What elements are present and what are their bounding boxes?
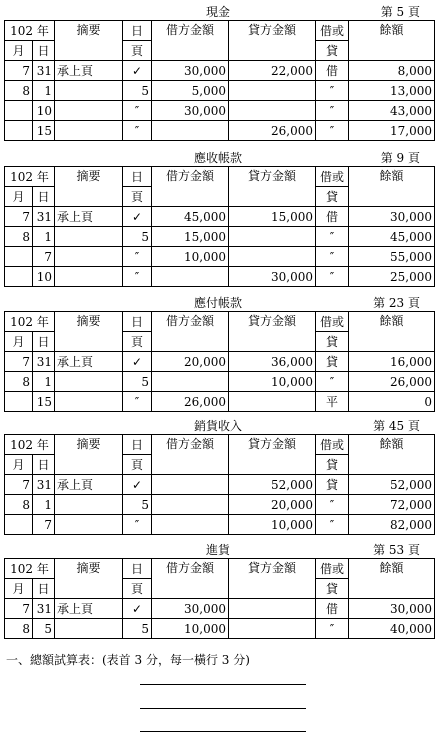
row-dc: 借	[316, 599, 349, 619]
row-credit: 20,000	[229, 495, 316, 515]
header-debit: 借方金額	[152, 21, 229, 61]
header-credit: 貸方金額	[229, 21, 316, 61]
row-credit: 10,000	[229, 515, 316, 535]
header-year: 102 年	[5, 435, 55, 455]
header-day: 日	[33, 332, 55, 352]
row-dc: ″	[316, 619, 349, 639]
row-month	[5, 121, 33, 141]
row-month: 7	[5, 475, 33, 495]
header-balance: 餘額	[349, 21, 435, 61]
row-month: 7	[5, 352, 33, 372]
header-day: 日	[33, 579, 55, 599]
row-credit: 52,000	[229, 475, 316, 495]
row-debit	[152, 475, 229, 495]
answer-line	[140, 684, 306, 685]
row-day: 15	[33, 392, 55, 412]
ledger-title-purchases	[4, 540, 432, 557]
row-debit: 15,000	[152, 227, 229, 247]
ledger-name: 應收帳款	[193, 151, 242, 165]
ledger-page-number: 第 23 頁	[373, 296, 420, 310]
header-dc: 借或	[316, 21, 349, 41]
row-balance: 8,000	[349, 61, 435, 81]
header-balance: 餘額	[349, 559, 435, 599]
row-debit	[152, 121, 229, 141]
row-balance: 17,000	[349, 121, 435, 141]
header-summary: 摘要	[55, 167, 123, 207]
row-day: 1	[33, 227, 55, 247]
table-row	[5, 619, 435, 639]
answer-line	[140, 708, 306, 709]
row-day: 1	[33, 495, 55, 515]
header-dc: 借或	[316, 435, 349, 455]
row-day: 31	[33, 475, 55, 495]
row-month	[5, 515, 33, 535]
header-debit: 借方金額	[152, 312, 229, 352]
ledger-page-number: 第 45 頁	[373, 419, 420, 433]
header-dc-2: 貸	[316, 579, 349, 599]
header-dc-2: 貸	[316, 187, 349, 207]
row-debit: 26,000	[152, 392, 229, 412]
header-month: 月	[5, 455, 33, 475]
row-debit: 5,000	[152, 81, 229, 101]
row-balance: 13,000	[349, 81, 435, 101]
ledger-title-payable	[4, 293, 432, 310]
ledger-table-payable	[4, 311, 435, 412]
row-balance: 45,000	[349, 227, 435, 247]
row-credit: 30,000	[229, 267, 316, 287]
header-folio-2: 頁	[123, 187, 152, 207]
row-credit: 36,000	[229, 352, 316, 372]
row-summary: 承上頁	[55, 207, 123, 227]
row-folio: 5	[123, 372, 152, 392]
table-row	[5, 372, 435, 392]
table-row	[5, 392, 435, 412]
row-month	[5, 101, 33, 121]
row-debit	[152, 267, 229, 287]
table-row	[5, 247, 435, 267]
row-month: 8	[5, 619, 33, 639]
row-summary	[55, 247, 123, 267]
header-month: 月	[5, 579, 33, 599]
row-month: 8	[5, 372, 33, 392]
row-debit: 30,000	[152, 101, 229, 121]
row-month	[5, 247, 33, 267]
header-folio-2: 頁	[123, 579, 152, 599]
row-summary	[55, 81, 123, 101]
header-year: 102 年	[5, 559, 55, 579]
row-month: 7	[5, 599, 33, 619]
row-debit: 45,000	[152, 207, 229, 227]
row-month: 7	[5, 207, 33, 227]
ledger-title-sales	[4, 416, 432, 433]
ledger-table-cash	[4, 20, 435, 141]
table-row	[5, 81, 435, 101]
header-year: 102 年	[5, 312, 55, 332]
row-debit	[152, 372, 229, 392]
row-debit: 10,000	[152, 619, 229, 639]
row-folio: ✓	[123, 475, 152, 495]
ledger-page-number: 第 9 頁	[380, 151, 420, 165]
row-day: 31	[33, 61, 55, 81]
row-summary: 承上頁	[55, 599, 123, 619]
row-folio: ″	[123, 267, 152, 287]
header-dc-2: 貸	[316, 455, 349, 475]
row-folio: ✓	[123, 61, 152, 81]
row-summary	[55, 267, 123, 287]
row-summary	[55, 392, 123, 412]
header-folio: 日	[123, 167, 152, 187]
header-month: 月	[5, 187, 33, 207]
table-row	[5, 207, 435, 227]
header-debit: 借方金額	[152, 435, 229, 475]
ledger-page-number: 第 53 頁	[373, 543, 420, 557]
row-dc: ″	[316, 247, 349, 267]
row-credit	[229, 599, 316, 619]
row-credit: 22,000	[229, 61, 316, 81]
row-credit	[229, 81, 316, 101]
table-row	[5, 599, 435, 619]
row-debit: 30,000	[152, 61, 229, 81]
row-dc: ″	[316, 267, 349, 287]
row-balance: 30,000	[349, 599, 435, 619]
header-balance: 餘額	[349, 312, 435, 352]
row-summary	[55, 495, 123, 515]
row-credit	[229, 101, 316, 121]
row-day: 10	[33, 267, 55, 287]
row-credit	[229, 392, 316, 412]
row-day: 7	[33, 247, 55, 267]
header-folio: 日	[123, 21, 152, 41]
row-summary	[55, 619, 123, 639]
row-summary	[55, 121, 123, 141]
ledger-name: 應付帳款	[193, 296, 242, 310]
table-row	[5, 475, 435, 495]
row-credit: 15,000	[229, 207, 316, 227]
ledger-title-cash	[4, 2, 432, 19]
row-dc: 平	[316, 392, 349, 412]
header-dc-2: 貸	[316, 41, 349, 61]
row-balance: 52,000	[349, 475, 435, 495]
ledger-name: 進貨	[205, 543, 230, 557]
table-row	[5, 101, 435, 121]
row-balance: 55,000	[349, 247, 435, 267]
row-summary	[55, 227, 123, 247]
row-dc: 貸	[316, 352, 349, 372]
row-debit: 20,000	[152, 352, 229, 372]
row-balance: 40,000	[349, 619, 435, 639]
row-folio: ″	[123, 247, 152, 267]
header-day: 日	[33, 455, 55, 475]
row-folio: ″	[123, 392, 152, 412]
table-row	[5, 515, 435, 535]
header-balance: 餘額	[349, 167, 435, 207]
row-summary	[55, 515, 123, 535]
header-folio-2: 頁	[123, 41, 152, 61]
row-folio: ✓	[123, 352, 152, 372]
row-folio: 5	[123, 619, 152, 639]
row-day: 1	[33, 372, 55, 392]
row-folio: ✓	[123, 207, 152, 227]
header-day: 日	[33, 187, 55, 207]
row-credit	[229, 619, 316, 639]
header-folio: 日	[123, 312, 152, 332]
row-debit	[152, 515, 229, 535]
row-summary	[55, 101, 123, 121]
header-dc: 借或	[316, 559, 349, 579]
row-day: 7	[33, 515, 55, 535]
row-dc: ″	[316, 227, 349, 247]
row-dc: 借	[316, 61, 349, 81]
row-credit	[229, 247, 316, 267]
header-dc-2: 貸	[316, 332, 349, 352]
row-day: 31	[33, 207, 55, 227]
ledger-title-receivable	[4, 148, 432, 165]
row-balance: 0	[349, 392, 435, 412]
row-dc: ″	[316, 372, 349, 392]
header-year: 102 年	[5, 167, 55, 187]
table-row	[5, 352, 435, 372]
ledger-table-receivable	[4, 166, 435, 287]
ledger-name: 現金	[205, 5, 230, 19]
row-credit: 10,000	[229, 372, 316, 392]
table-row	[5, 227, 435, 247]
header-year: 102 年	[5, 21, 55, 41]
row-balance: 16,000	[349, 352, 435, 372]
row-credit: 26,000	[229, 121, 316, 141]
header-debit: 借方金額	[152, 559, 229, 599]
row-summary: 承上頁	[55, 475, 123, 495]
header-credit: 貸方金額	[229, 435, 316, 475]
row-balance: 30,000	[349, 207, 435, 227]
row-credit	[229, 227, 316, 247]
table-row	[5, 267, 435, 287]
row-balance: 43,000	[349, 101, 435, 121]
row-month: 8	[5, 495, 33, 515]
header-credit: 貸方金額	[229, 559, 316, 599]
row-dc: 借	[316, 207, 349, 227]
row-summary: 承上頁	[55, 61, 123, 81]
ledger-table-sales	[4, 434, 435, 535]
row-day: 1	[33, 81, 55, 101]
row-folio: 5	[123, 495, 152, 515]
row-folio: ″	[123, 101, 152, 121]
header-folio: 日	[123, 435, 152, 455]
trial-balance-heading: 一、總額試算表：(表首 3 分，每一橫行 3 分)	[6, 653, 250, 667]
row-debit: 10,000	[152, 247, 229, 267]
row-dc: ″	[316, 515, 349, 535]
row-summary	[55, 372, 123, 392]
row-summary: 承上頁	[55, 352, 123, 372]
row-month	[5, 267, 33, 287]
table-row	[5, 495, 435, 515]
row-day: 5	[33, 619, 55, 639]
row-dc: ″	[316, 121, 349, 141]
row-balance: 82,000	[349, 515, 435, 535]
row-balance: 26,000	[349, 372, 435, 392]
header-credit: 貸方金額	[229, 167, 316, 207]
row-month: 7	[5, 61, 33, 81]
header-folio-2: 頁	[123, 455, 152, 475]
header-dc: 借或	[316, 167, 349, 187]
header-summary: 摘要	[55, 312, 123, 352]
row-folio: ✓	[123, 599, 152, 619]
row-day: 31	[33, 352, 55, 372]
ledger-page-number: 第 5 頁	[380, 5, 420, 19]
row-month: 8	[5, 81, 33, 101]
header-debit: 借方金額	[152, 167, 229, 207]
header-folio: 日	[123, 559, 152, 579]
row-folio: ″	[123, 121, 152, 141]
row-day: 10	[33, 101, 55, 121]
row-debit: 30,000	[152, 599, 229, 619]
row-folio: ″	[123, 515, 152, 535]
answer-line	[140, 731, 306, 732]
header-summary: 摘要	[55, 435, 123, 475]
row-day: 31	[33, 599, 55, 619]
header-summary: 摘要	[55, 21, 123, 61]
header-folio-2: 頁	[123, 332, 152, 352]
table-row	[5, 121, 435, 141]
header-day: 日	[33, 41, 55, 61]
header-summary: 摘要	[55, 559, 123, 599]
ledger-name: 銷貨收入	[193, 419, 242, 433]
header-balance: 餘額	[349, 435, 435, 475]
header-month: 月	[5, 332, 33, 352]
header-credit: 貸方金額	[229, 312, 316, 352]
row-balance: 72,000	[349, 495, 435, 515]
row-month	[5, 392, 33, 412]
table-row	[5, 61, 435, 81]
header-month: 月	[5, 41, 33, 61]
ledger-table-purchases	[4, 558, 435, 639]
row-dc: 貸	[316, 475, 349, 495]
header-dc: 借或	[316, 312, 349, 332]
row-dc: ″	[316, 101, 349, 121]
row-balance: 25,000	[349, 267, 435, 287]
row-month: 8	[5, 227, 33, 247]
row-folio: 5	[123, 81, 152, 101]
row-debit	[152, 495, 229, 515]
row-dc: ″	[316, 81, 349, 101]
row-folio: 5	[123, 227, 152, 247]
row-dc: ″	[316, 495, 349, 515]
row-day: 15	[33, 121, 55, 141]
